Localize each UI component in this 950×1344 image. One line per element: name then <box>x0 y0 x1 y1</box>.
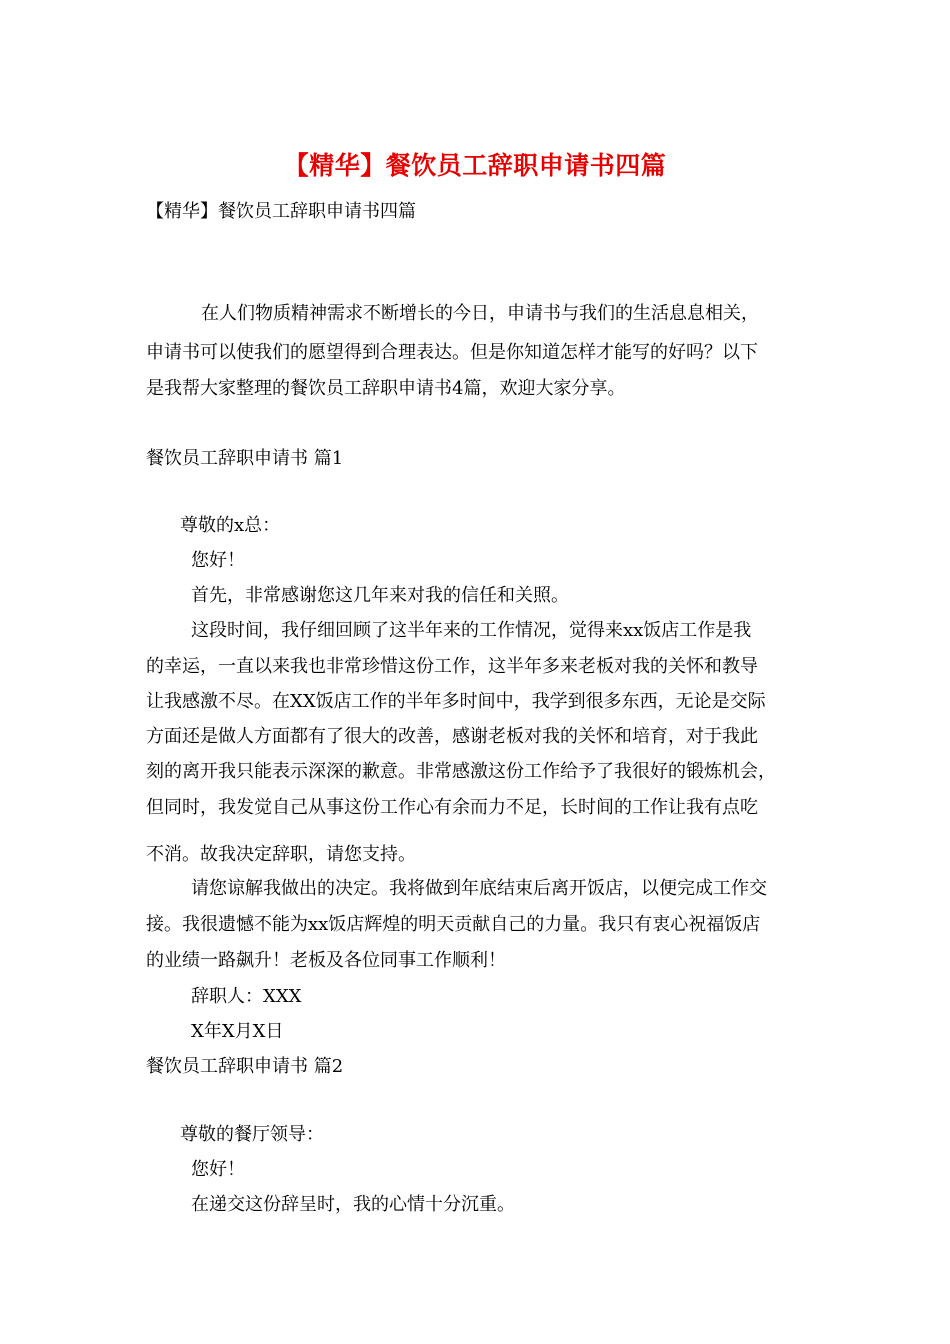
letter2-heading: 餐饮员工辞职申请书 篇2 <box>146 1056 344 1077</box>
document-title: 【精华】餐饮员工辞职申请书四篇 <box>283 151 667 180</box>
letter1-salutation: 尊敬的x总： <box>180 515 281 536</box>
letter1-paragraph2-line6: 但同时，我发觉自己从事这份工作心有余而力不足，长时间的工作让我有点吃 <box>146 797 758 818</box>
letter1-heading: 餐饮员工辞职申请书 篇1 <box>146 448 344 469</box>
letter1-paragraph3-line3: 的业绩一路飙升！老板及各位同事工作顺利！ <box>146 950 506 971</box>
letter1-paragraph2-line3: 让我感激不尽。在XX饭店工作的半年多时间中，我学到很多东西，无论是交际 <box>146 691 766 712</box>
letter1-paragraph2-line5: 刻的离开我只能表示深深的歉意。非常感激这份工作给予了我很好的锻炼机会， <box>146 761 776 782</box>
intro-line-1: 在人们物质精神需求不断增长的今日，申请书与我们的生活息息相关， <box>201 303 759 324</box>
letter1-date: X年X月X日 <box>191 1021 284 1042</box>
letter1-signature: 辞职人：XXX <box>191 986 302 1007</box>
letter1-greeting: 您好！ <box>191 550 245 571</box>
letter1-paragraph2-line2: 的幸运，一直以来我也非常珍惜这份工作，这半年多来老板对我的关怀和教导 <box>146 656 758 677</box>
letter1-paragraph2-line1: 这段时间，我仔细回顾了这半年来的工作情况，觉得来xx饭店工作是我 <box>191 620 752 641</box>
letter1-paragraph2-line7: 不消。故我决定辞职，请您支持。 <box>146 844 416 865</box>
intro-line-3: 是我帮大家整理的餐饮员工辞职申请书4篇，欢迎大家分享。 <box>146 378 626 399</box>
letter2-paragraph1: 在递交这份辞呈时，我的心情十分沉重。 <box>191 1194 515 1215</box>
letter2-salutation: 尊敬的餐厅领导： <box>180 1124 324 1145</box>
letter2-greeting: 您好！ <box>191 1159 245 1180</box>
letter1-paragraph1: 首先，非常感谢您这几年来对我的信任和关照。 <box>191 585 569 606</box>
document-subtitle: 【精华】餐饮员工辞职申请书四篇 <box>146 201 416 222</box>
letter1-paragraph2-line4: 方面还是做人方面都有了很大的改善，感谢老板对我的关怀和培育，对于我此 <box>146 726 758 747</box>
letter1-paragraph3-line2: 接。我很遗憾不能为xx饭店辉煌的明天贡献自己的力量。我只有衷心祝福饭店 <box>146 914 761 935</box>
intro-line-2: 申请书可以使我们的愿望得到合理表达。但是你知道怎样才能写的好吗？以下 <box>146 342 758 363</box>
letter1-paragraph3-line1: 请您谅解我做出的决定。我将做到年底结束后离开饭店，以便完成工作交 <box>191 878 767 899</box>
